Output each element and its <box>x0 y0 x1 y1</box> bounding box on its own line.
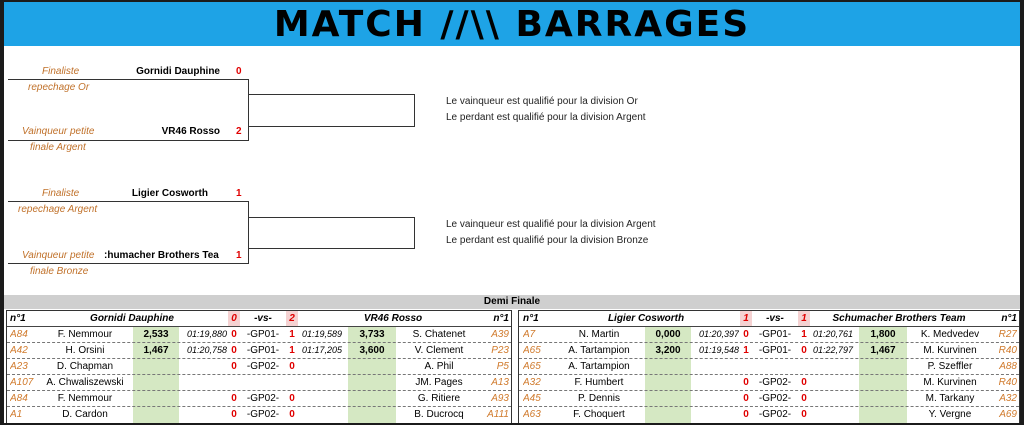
cell-code-b: A69 <box>999 409 1017 420</box>
cell-code-a: A1 <box>10 409 23 420</box>
cell-time-a: 01:19,548 <box>698 345 739 355</box>
table-row[interactable] <box>7 359 511 374</box>
cell-time-b: 01:17,205 <box>302 345 343 355</box>
header-team-b: VR46 Rosso <box>363 313 423 324</box>
table-row[interactable] <box>519 359 1019 374</box>
cell-sa: 0 <box>743 393 749 404</box>
cell-sb: 0 <box>801 393 807 404</box>
cell-pts-b <box>859 391 907 406</box>
cell-name-b: B. Ducrocq <box>414 409 464 420</box>
table-row[interactable] <box>7 343 511 358</box>
cell-sb <box>286 375 298 390</box>
cell-gp: -GP02- <box>758 393 792 404</box>
bracket-line <box>248 126 414 127</box>
header-vs: -vs- <box>766 313 784 324</box>
cell-gp: -GP02- <box>758 409 792 420</box>
cell-code-a: A84 <box>10 329 28 340</box>
cell-sb: 0 <box>289 361 295 372</box>
cell-name-a: A. Tartampion <box>568 345 630 356</box>
cell-time-a <box>691 391 739 406</box>
cell-pts-b <box>348 407 396 422</box>
table-row[interactable] <box>7 407 511 422</box>
cell-pts-b: 3,600 <box>359 345 385 356</box>
cell-time-a: 01:19,880 <box>186 329 227 339</box>
cell-name-b: V. Clement <box>414 345 464 356</box>
bracket-top-score[interactable]: 1 <box>236 188 242 199</box>
cell-name-a: A. Tartampion <box>568 361 630 372</box>
table-row[interactable] <box>519 375 1019 390</box>
cell-name-a: F. Choquert <box>573 409 625 420</box>
cell-code-b: R40 <box>998 345 1017 356</box>
cell-name-b: Y. Vergne <box>928 409 972 420</box>
header-score-b: 1 <box>801 313 807 324</box>
cell-pts-a <box>133 359 179 374</box>
cell-time-a: 01:20,397 <box>698 329 739 339</box>
cell-time-a <box>179 407 227 422</box>
header-team-a: Ligier Cosworth <box>607 313 685 324</box>
cell-gp: -GP02- <box>246 393 280 404</box>
cell-pts-b <box>859 375 907 390</box>
bracket-bottom-sublabel: finale Bronze <box>30 266 89 277</box>
bracket-bottom-team[interactable]: :humacher Brothers Tea <box>104 250 219 261</box>
semi-final-table-left <box>6 310 512 423</box>
cell-name-a: F. Nemmour <box>57 329 113 340</box>
cell-sb: 0 <box>801 345 807 356</box>
cell-pts-b <box>348 391 396 406</box>
cell-name-a: F. Nemmour <box>57 393 113 404</box>
cell-code-b: A13 <box>491 377 509 388</box>
header-n1: n°1 <box>523 313 539 324</box>
semi-final-table-right <box>518 310 1020 423</box>
cell-pts-a <box>133 375 179 390</box>
table-row[interactable] <box>519 343 1019 358</box>
bracket-line <box>248 201 249 264</box>
cell-name-a: D. Cardon <box>62 409 108 420</box>
cell-gp: -GP01- <box>246 345 280 356</box>
cell-pts-a <box>133 391 179 406</box>
cell-name-b: S. Chatenet <box>412 329 466 340</box>
header-n2: n°1 <box>493 313 509 324</box>
bracket-bottom-score[interactable]: 1 <box>236 250 242 261</box>
cell-name-a: F. Humbert <box>574 377 624 388</box>
bracket-line <box>414 94 415 127</box>
header-team-a: Gornidi Dauphine <box>90 313 174 324</box>
cell-pts-b: 3,733 <box>359 329 385 340</box>
cell-name-b: M. Kurvinen <box>923 345 977 356</box>
cell-code-a: A42 <box>10 345 28 356</box>
cell-sb: 1 <box>801 329 807 340</box>
cell-time-a <box>691 407 739 422</box>
header-score-a: 1 <box>743 313 749 324</box>
cell-code-a: A32 <box>523 377 541 388</box>
cell-sb: 1 <box>289 345 295 356</box>
cell-time-a <box>691 375 739 390</box>
cell-code-b: P5 <box>496 361 509 372</box>
cell-gp: -GP02- <box>246 361 280 372</box>
bracket-top-label: Finaliste <box>42 188 80 199</box>
cell-pts-a: 0,000 <box>655 329 681 340</box>
cell-sa: 0 <box>231 345 237 356</box>
table-header <box>7 311 511 327</box>
cell-pts-a <box>133 407 179 422</box>
bracket-bottom-label: Vainqueur petite <box>22 126 95 137</box>
cell-pts-a: 1,467 <box>143 345 169 356</box>
bracket-bottom-sublabel: finale Argent <box>30 142 86 153</box>
cell-pts-b: 1,800 <box>870 329 896 340</box>
cell-time-b <box>302 375 350 390</box>
bracket-line <box>248 217 414 218</box>
cell-sb: 0 <box>801 377 807 388</box>
cell-name-a: A. Chwaliszewski <box>46 377 124 388</box>
cell-code-a: A107 <box>10 377 34 388</box>
cell-time-b <box>302 359 350 374</box>
cell-sa: 0 <box>743 329 749 340</box>
bracket-line <box>248 94 414 95</box>
cell-code-b: R27 <box>998 329 1017 340</box>
cell-time-a <box>179 375 227 390</box>
cell-pts-a <box>645 407 691 422</box>
cell-gp: -GP02- <box>758 377 792 388</box>
bracket-line <box>248 79 249 141</box>
cell-time-b <box>813 391 859 406</box>
cell-time-a <box>691 359 739 374</box>
table-row[interactable] <box>519 407 1019 422</box>
cell-pts-b <box>348 359 396 374</box>
cell-sa <box>228 375 240 390</box>
cell-code-b: R40 <box>998 377 1017 388</box>
cell-gp <box>240 375 286 390</box>
cell-sa: 0 <box>743 409 749 420</box>
header-score-a: 0 <box>231 313 237 324</box>
table-row[interactable] <box>7 375 511 390</box>
cell-code-a: A65 <box>523 345 541 356</box>
cell-gp: -GP01- <box>758 345 792 356</box>
table-row[interactable] <box>519 327 1019 342</box>
cell-sb: 1 <box>289 329 295 340</box>
cell-name-b: P. Szeffler <box>927 361 973 372</box>
cell-code-b: A93 <box>491 393 509 404</box>
bracket-line <box>8 79 248 80</box>
cell-time-b <box>813 375 859 390</box>
cell-code-a: A84 <box>10 393 28 404</box>
cell-sb <box>798 359 810 374</box>
bracket-top-team[interactable]: Ligier Cosworth <box>131 188 208 199</box>
bracket-bottom-label: Vainqueur petite <box>22 250 95 261</box>
cell-code-a: A45 <box>523 393 541 404</box>
cell-name-b: M. Tarkany <box>925 393 975 404</box>
table-row[interactable] <box>7 327 511 342</box>
cell-name-b: A. Phil <box>424 361 454 372</box>
bracket-top-label: Finaliste <box>42 66 80 77</box>
page-title: MATCH //\\ BARRAGES <box>273 4 751 45</box>
cell-time-b <box>813 359 859 374</box>
cell-sb: 0 <box>289 409 295 420</box>
cell-code-a: A7 <box>523 329 536 340</box>
cell-sb: 0 <box>289 393 295 404</box>
cell-sa: 0 <box>231 361 237 372</box>
header-score-b: 2 <box>289 313 295 324</box>
cell-pts-b <box>859 359 907 374</box>
bracket-top-sublabel: repechage Argent <box>18 204 98 215</box>
cell-time-b: 01:22,797 <box>813 345 854 355</box>
cell-gp: -GP02- <box>246 409 280 420</box>
bracket-line <box>248 248 414 249</box>
bracket-note-loser: Le perdant est qualifié pour la division Bronze <box>446 235 649 246</box>
cell-time-a <box>179 359 227 374</box>
cell-sb: 0 <box>801 409 807 420</box>
bracket-line <box>8 201 248 202</box>
bracket-top-team[interactable]: Gornidi Dauphine <box>136 66 220 77</box>
cell-pts-a <box>645 375 691 390</box>
bracket-top-score[interactable]: 0 <box>236 66 242 77</box>
cell-sa: 0 <box>231 393 237 404</box>
cell-name-b: M. Kurvinen <box>923 377 977 388</box>
cell-sa: 0 <box>231 409 237 420</box>
cell-time-a: 01:20,758 <box>186 345 227 355</box>
cell-pts-b <box>348 375 396 390</box>
spreadsheet <box>4 2 1020 423</box>
table-row[interactable] <box>7 391 511 406</box>
cell-gp: -GP01- <box>758 329 792 340</box>
cell-code-b: A39 <box>491 329 509 340</box>
cell-code-b: A32 <box>999 393 1017 404</box>
cell-code-b: P23 <box>491 345 509 356</box>
bracket-bottom-team[interactable]: VR46 Rosso <box>161 126 220 137</box>
header-vs: -vs- <box>254 313 272 324</box>
cell-code-a: A63 <box>523 409 541 420</box>
header-team-b: Schumacher Brothers Team <box>832 313 966 324</box>
cell-name-a: N. Martin <box>578 329 620 340</box>
bracket-note-loser: Le perdant est qualifié pour la division Argent <box>446 112 646 123</box>
bracket-line <box>8 140 248 141</box>
cell-name-b: K. Medvedev <box>920 329 980 340</box>
cell-time-a <box>179 391 227 406</box>
cell-gp <box>752 359 798 374</box>
bracket-note-winner: Le vainqueur est qualifié pour la division Or <box>446 96 638 107</box>
title-banner <box>4 2 1020 46</box>
cell-sa: 1 <box>743 345 749 356</box>
cell-sa: 0 <box>231 329 237 340</box>
cell-code-b: A88 <box>999 361 1017 372</box>
cell-time-b <box>813 407 859 422</box>
bracket-line <box>414 217 415 249</box>
cell-time-b <box>302 407 350 422</box>
cell-code-a: A23 <box>10 361 28 372</box>
cell-time-b: 01:19,589 <box>302 329 343 339</box>
cell-sa <box>740 359 752 374</box>
cell-name-a: P. Dennis <box>577 393 621 404</box>
cell-time-b: 01:20,761 <box>813 329 854 339</box>
table-row[interactable] <box>519 391 1019 406</box>
cell-code-a: A65 <box>523 361 541 372</box>
bracket-note-winner: Le vainqueur est qualifié pour la division Argent <box>446 219 656 230</box>
section-title: Demi Finale <box>4 295 1020 309</box>
cell-name-b: G. Ritiere <box>417 393 461 404</box>
cell-pts-a: 2,533 <box>143 329 169 340</box>
cell-sa: 0 <box>743 377 749 388</box>
cell-name-a: H. Orsini <box>65 345 105 356</box>
cell-time-b <box>302 391 350 406</box>
table-header <box>519 311 1019 327</box>
bracket-bottom-score[interactable]: 2 <box>236 126 242 137</box>
cell-pts-a: 3,200 <box>655 345 681 356</box>
cell-name-a: D. Chapman <box>56 361 114 372</box>
cell-gp: -GP01- <box>246 329 280 340</box>
bracket-top-sublabel: repechage Or <box>28 82 90 93</box>
cell-pts-b <box>859 407 907 422</box>
cell-pts-a <box>645 359 691 374</box>
header-n2: n°1 <box>1001 313 1017 324</box>
cell-code-b: A111 <box>487 409 509 420</box>
cell-pts-a <box>645 391 691 406</box>
cell-name-b: JM. Pages <box>415 377 463 388</box>
cell-pts-b: 1,467 <box>870 345 896 356</box>
header-n1: n°1 <box>10 313 26 324</box>
bracket-line <box>8 263 248 264</box>
